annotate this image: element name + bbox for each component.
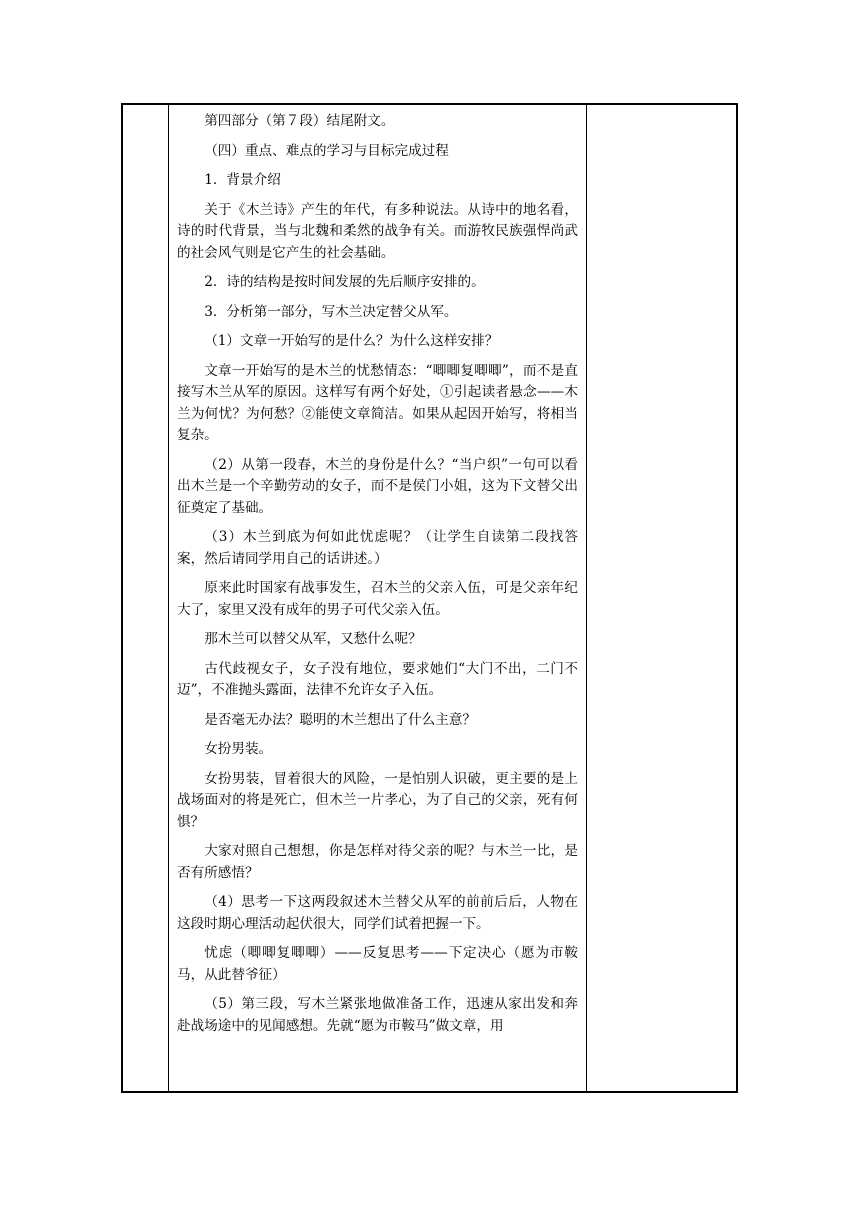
- paragraph: 大家对照自己想想，你是怎样对待父亲的呢？与木兰一比，是否有所感悟？: [177, 843, 578, 881]
- paragraph: 第四部分（第７段）结尾附文。: [204, 113, 395, 129]
- paragraph: （1）文章一开始写的是什么？为什么这样安排？: [204, 333, 499, 349]
- paragraph: 古代歧视女子，女子没有地位，要求她们“大门不出，二门不迈”，不准抛头露面，法律不允许女子入伍。: [177, 660, 578, 698]
- paragraph: 关于《木兰诗》产生的年代，有多种说法。从诗中的地名看，诗的时代背景，当与北魏和柔然的战争有关。而游牧民族强悍尚武的社会风气则是它产生的社会基础。: [177, 201, 578, 261]
- paragraph: 3．分析第一部分，写木兰决定替父从军。: [204, 303, 458, 320]
- paragraph: 2．诗的结构是按时间发展的先后顺序安排的。: [204, 274, 485, 290]
- paragraph: 文章一开始写的是木兰的忧愁情态：“唧唧复唧唧”，而不是直接写木兰从军的原因。这样写有两个好处，①引起读者悬念——木兰为何忧？为何愁？②能使文章简洁。如果从起因开始写，将相当复杂。: [177, 362, 578, 443]
- lesson-plan-table: [121, 103, 738, 1093]
- paragraph: （4）思考一下这两段叙述木兰替父从军的前前后后，人物在这段时期心理活动起伏很大，同学们试着把握一下。: [177, 894, 578, 932]
- paragraph: 女扮男装。: [204, 741, 273, 757]
- paragraph: （2）从第一段春，木兰的身份是什么？“当户织”一句可以看出木兰是一个辛勤劳动的女子，而不是侯门小姐，这为下文替父出征奠定了基础。: [177, 456, 578, 516]
- left-column-cell: [123, 105, 168, 1091]
- main-content-cell: [169, 105, 586, 1091]
- paragraph: 那木兰可以替父从军，又愁什么呢？: [204, 631, 422, 647]
- paragraph: （3）木兰到底为何如此忧虑呢？（让学生自读第二段找答案，然后请同学用自己的话讲述。）: [177, 529, 578, 567]
- paragraph: 1．背景介绍: [204, 172, 281, 188]
- paragraph: 女扮男装，冒着很大的风险，一是怕别人识破，更主要的是上战场面对的将是死亡，但木兰一片孝心，为了自己的父亲，死有何惧？: [177, 770, 578, 830]
- paragraph: 忧虑（唧唧复唧唧）——反复思考——下定决心（愿为市鞍马，从此替爷征）: [177, 945, 578, 983]
- right-notes-cell: [587, 105, 736, 1091]
- paragraph: 是否毫无办法？聪明的木兰想出了什么主意？: [204, 711, 477, 728]
- paragraph: （5）第三段，写木兰紧张地做准备工作，迅速从家出发和奔赴战场途中的见闻感想。先就“愿为市鞍马”做文章，用: [177, 996, 578, 1034]
- paragraph: 原来此时国家有战事发生，召木兰的父亲入伍，可是父亲年纪大了，家里又没有成年的男子可代父亲入伍。: [177, 580, 578, 618]
- paragraph: （四）重点、难点的学习与目标完成过程: [204, 142, 449, 159]
